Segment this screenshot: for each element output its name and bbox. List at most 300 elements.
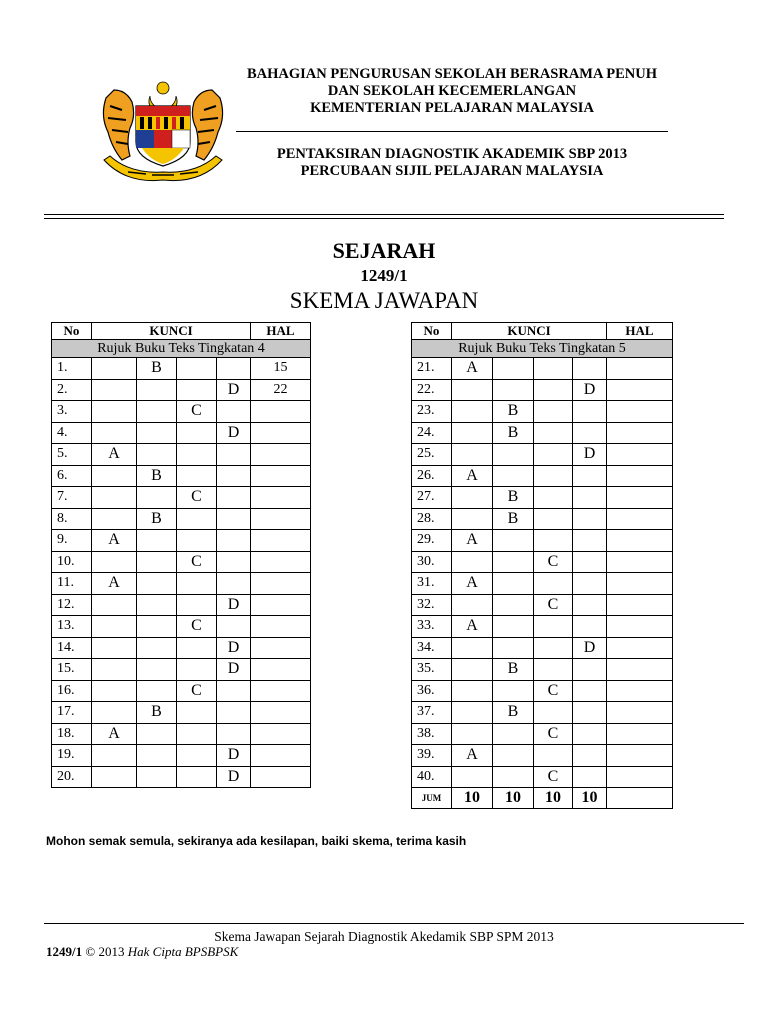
answer-cell-b: B bbox=[493, 487, 534, 509]
answer-cell-a bbox=[92, 637, 137, 659]
answer-row bbox=[52, 487, 311, 509]
page-ref-cell bbox=[251, 487, 311, 509]
answer-cell-b bbox=[137, 530, 177, 552]
answer-cell-b bbox=[493, 766, 534, 788]
page-ref-cell bbox=[251, 680, 311, 702]
answer-cell-b bbox=[137, 551, 177, 573]
answer-cell-c bbox=[534, 530, 573, 552]
page-ref-cell bbox=[607, 508, 673, 530]
total-hal bbox=[607, 788, 673, 809]
answer-cell-d bbox=[217, 358, 251, 380]
page-ref-cell bbox=[251, 573, 311, 595]
page-ref-cell bbox=[251, 551, 311, 573]
page-ref-cell bbox=[251, 465, 311, 487]
answer-cell-d bbox=[573, 680, 607, 702]
answer-cell-b bbox=[137, 766, 177, 788]
answer-cell-a bbox=[92, 702, 137, 724]
answer-row bbox=[412, 766, 673, 788]
total-c: 10 bbox=[534, 788, 573, 809]
answer-cell-a: A bbox=[452, 616, 493, 638]
answer-row bbox=[52, 465, 311, 487]
answer-row bbox=[412, 702, 673, 724]
question-number: 36. bbox=[412, 680, 452, 702]
page-ref-cell bbox=[607, 358, 673, 380]
question-number: 19. bbox=[52, 745, 92, 767]
answer-cell-a bbox=[452, 637, 493, 659]
answer-cell-a bbox=[92, 616, 137, 638]
review-note: Mohon semak semula, sekiranya ada kesilapan, baiki skema, terima kasih bbox=[46, 834, 467, 848]
header-kunci: KUNCI bbox=[452, 323, 607, 340]
header-hal: HAL bbox=[607, 323, 673, 340]
answer-row bbox=[412, 680, 673, 702]
total-b: 10 bbox=[493, 788, 534, 809]
answer-cell-a bbox=[452, 444, 493, 466]
header-no: No bbox=[412, 323, 452, 340]
page-ref-cell bbox=[607, 616, 673, 638]
footer-rights: Hak Cipta BPSBPSK bbox=[127, 944, 239, 959]
answer-row bbox=[412, 379, 673, 401]
answer-cell-c bbox=[534, 358, 573, 380]
answer-cell-b bbox=[137, 487, 177, 509]
answer-cell-a bbox=[92, 379, 137, 401]
answer-cell-b bbox=[493, 358, 534, 380]
page-ref-cell bbox=[607, 766, 673, 788]
answer-table-form5 bbox=[411, 322, 673, 809]
page-ref-cell bbox=[607, 465, 673, 487]
answer-cell-a bbox=[452, 659, 493, 681]
header-divider bbox=[236, 131, 668, 132]
document-title: SKEMA JAWAPAN bbox=[289, 288, 479, 313]
answer-cell-c bbox=[534, 573, 573, 595]
answer-cell-d bbox=[573, 659, 607, 681]
answer-row bbox=[52, 401, 311, 423]
answer-cell-d bbox=[217, 444, 251, 466]
answer-cell-c bbox=[534, 702, 573, 724]
reference-row bbox=[52, 340, 311, 358]
page-ref-cell bbox=[251, 508, 311, 530]
answer-cell-c: C bbox=[534, 594, 573, 616]
page-ref-cell bbox=[251, 401, 311, 423]
question-number: 23. bbox=[412, 401, 452, 423]
page-ref-cell bbox=[251, 594, 311, 616]
answer-row bbox=[412, 616, 673, 638]
answer-row bbox=[52, 680, 311, 702]
question-number: 7. bbox=[52, 487, 92, 509]
answer-cell-a bbox=[452, 379, 493, 401]
answer-cell-d bbox=[217, 680, 251, 702]
answer-cell-c bbox=[177, 508, 217, 530]
question-number: 2. bbox=[52, 379, 92, 401]
question-number: 38. bbox=[412, 723, 452, 745]
footer-divider bbox=[44, 923, 744, 924]
answer-row bbox=[52, 358, 311, 380]
answer-cell-a bbox=[452, 508, 493, 530]
answer-cell-b bbox=[137, 659, 177, 681]
answer-cell-b: B bbox=[493, 508, 534, 530]
subject-name: SEJARAH bbox=[332, 238, 436, 263]
answer-cell-d: D bbox=[217, 422, 251, 444]
answer-cell-d: D bbox=[217, 594, 251, 616]
answer-row bbox=[412, 530, 673, 552]
answer-cell-c bbox=[177, 573, 217, 595]
answer-cell-d bbox=[573, 530, 607, 552]
page-ref-cell bbox=[251, 659, 311, 681]
answer-cell-c: C bbox=[177, 551, 217, 573]
answer-row bbox=[412, 745, 673, 767]
answer-cell-b: B bbox=[137, 702, 177, 724]
reference-row bbox=[412, 340, 673, 358]
answer-row bbox=[412, 358, 673, 380]
question-number: 29. bbox=[412, 530, 452, 552]
table-header-row bbox=[412, 323, 673, 340]
answer-cell-c bbox=[177, 422, 217, 444]
answer-cell-d: D bbox=[217, 659, 251, 681]
answer-cell-c bbox=[177, 444, 217, 466]
question-number: 40. bbox=[412, 766, 452, 788]
answer-cell-d bbox=[573, 487, 607, 509]
answer-cell-b bbox=[493, 530, 534, 552]
footer-code: 1249/1 bbox=[46, 944, 83, 959]
answer-cell-c bbox=[534, 401, 573, 423]
answer-cell-c bbox=[177, 766, 217, 788]
question-number: 11. bbox=[52, 573, 92, 595]
total-a: 10 bbox=[452, 788, 493, 809]
question-number: 1. bbox=[52, 358, 92, 380]
answer-cell-d: D bbox=[217, 379, 251, 401]
answer-row bbox=[52, 530, 311, 552]
question-number: 26. bbox=[412, 465, 452, 487]
answer-cell-a bbox=[452, 487, 493, 509]
question-number: 34. bbox=[412, 637, 452, 659]
answer-cell-b bbox=[493, 551, 534, 573]
answer-cell-a bbox=[452, 422, 493, 444]
answer-cell-c bbox=[534, 379, 573, 401]
page-ref-cell bbox=[607, 637, 673, 659]
answer-cell-b bbox=[137, 422, 177, 444]
answer-cell-d bbox=[573, 551, 607, 573]
organization-heading bbox=[232, 66, 672, 117]
answer-cell-b bbox=[493, 680, 534, 702]
page-ref-cell bbox=[607, 745, 673, 767]
answer-cell-d bbox=[217, 573, 251, 595]
answer-cell-b: B bbox=[137, 508, 177, 530]
answer-cell-d bbox=[573, 422, 607, 444]
answer-cell-c bbox=[177, 530, 217, 552]
answer-row bbox=[52, 551, 311, 573]
header-kunci: KUNCI bbox=[92, 323, 251, 340]
org-line-1: BAHAGIAN PENGURUSAN SEKOLAH BERASRAMA PENUH bbox=[246, 66, 658, 82]
total-d: 10 bbox=[573, 788, 607, 809]
question-number: 13. bbox=[52, 616, 92, 638]
answer-cell-a bbox=[452, 766, 493, 788]
answer-cell-b bbox=[493, 573, 534, 595]
answer-cell-a bbox=[92, 659, 137, 681]
page-ref-cell bbox=[607, 723, 673, 745]
question-number: 31. bbox=[412, 573, 452, 595]
answer-row bbox=[52, 573, 311, 595]
answer-row bbox=[52, 379, 311, 401]
page-ref-cell bbox=[607, 379, 673, 401]
page-ref-cell bbox=[607, 422, 673, 444]
answer-cell-d bbox=[573, 616, 607, 638]
answer-cell-b bbox=[493, 616, 534, 638]
question-number: 35. bbox=[412, 659, 452, 681]
answer-cell-b bbox=[493, 379, 534, 401]
page-ref-cell bbox=[251, 422, 311, 444]
answer-cell-c bbox=[534, 487, 573, 509]
page-ref-cell bbox=[607, 680, 673, 702]
answer-cell-d bbox=[217, 702, 251, 724]
answer-cell-d bbox=[573, 702, 607, 724]
answer-cell-c bbox=[534, 637, 573, 659]
answer-cell-b bbox=[137, 637, 177, 659]
page-ref-cell: 22 bbox=[251, 379, 311, 401]
answer-cell-a: A bbox=[452, 465, 493, 487]
answer-cell-c: C bbox=[534, 551, 573, 573]
answer-cell-c bbox=[177, 723, 217, 745]
answer-cell-d bbox=[217, 530, 251, 552]
answer-cell-d bbox=[573, 508, 607, 530]
answer-cell-a bbox=[92, 745, 137, 767]
answer-cell-c bbox=[534, 745, 573, 767]
question-number: 9. bbox=[52, 530, 92, 552]
answer-cell-b: B bbox=[137, 358, 177, 380]
footer-title: Skema Jawapan Sejarah Diagnostik Akedamik SBP SPM 2013 bbox=[214, 929, 554, 944]
total-label: JUM bbox=[412, 788, 452, 809]
answer-row bbox=[52, 422, 311, 444]
page-ref-cell bbox=[607, 487, 673, 509]
answer-cell-d: D bbox=[217, 766, 251, 788]
table-header-row bbox=[52, 323, 311, 340]
answer-cell-b bbox=[493, 594, 534, 616]
answer-cell-a bbox=[452, 680, 493, 702]
answer-row bbox=[52, 594, 311, 616]
answer-cell-c bbox=[177, 702, 217, 724]
question-number: 22. bbox=[412, 379, 452, 401]
question-number: 15. bbox=[52, 659, 92, 681]
page-ref-cell bbox=[251, 530, 311, 552]
answer-cell-c bbox=[177, 745, 217, 767]
footer-copyright bbox=[46, 944, 238, 960]
org-line-3: KEMENTERIAN PELAJARAN MALAYSIA bbox=[310, 100, 594, 116]
answer-cell-a bbox=[92, 594, 137, 616]
question-number: 30. bbox=[412, 551, 452, 573]
answer-row bbox=[412, 401, 673, 423]
answer-cell-a bbox=[92, 680, 137, 702]
answer-row bbox=[52, 508, 311, 530]
answer-row bbox=[52, 723, 311, 745]
footer-year: © 2013 bbox=[85, 944, 125, 959]
answer-cell-d: D bbox=[573, 379, 607, 401]
question-number: 18. bbox=[52, 723, 92, 745]
answer-cell-c: C bbox=[177, 401, 217, 423]
answer-cell-a bbox=[92, 401, 137, 423]
answer-cell-b: B bbox=[493, 401, 534, 423]
answer-cell-a: A bbox=[92, 723, 137, 745]
answer-cell-b bbox=[137, 573, 177, 595]
page-ref-cell bbox=[607, 594, 673, 616]
answer-cell-c bbox=[177, 379, 217, 401]
answer-row bbox=[52, 766, 311, 788]
answer-cell-c: C bbox=[177, 680, 217, 702]
answer-cell-b: B bbox=[493, 659, 534, 681]
answer-cell-a bbox=[452, 723, 493, 745]
answer-cell-d bbox=[217, 465, 251, 487]
answer-cell-a bbox=[452, 594, 493, 616]
question-number: 32. bbox=[412, 594, 452, 616]
answer-row bbox=[52, 659, 311, 681]
answer-cell-a bbox=[452, 551, 493, 573]
reference-text: Rujuk Buku Teks Tingkatan 4 bbox=[52, 340, 311, 358]
question-number: 21. bbox=[412, 358, 452, 380]
page-ref-cell bbox=[607, 573, 673, 595]
answer-cell-c bbox=[534, 616, 573, 638]
page-ref-cell bbox=[251, 766, 311, 788]
answer-cell-a: A bbox=[452, 573, 493, 595]
answer-table-form4 bbox=[51, 322, 311, 788]
answer-row bbox=[412, 723, 673, 745]
page-ref-cell bbox=[607, 530, 673, 552]
answer-cell-d bbox=[573, 465, 607, 487]
answer-cell-a: A bbox=[92, 573, 137, 595]
answer-row bbox=[412, 422, 673, 444]
answer-cell-d bbox=[573, 594, 607, 616]
page-ref-cell bbox=[607, 659, 673, 681]
answer-cell-d bbox=[573, 745, 607, 767]
double-rule-top bbox=[44, 214, 724, 215]
question-number: 25. bbox=[412, 444, 452, 466]
page-ref-cell bbox=[251, 702, 311, 724]
question-number: 6. bbox=[52, 465, 92, 487]
question-number: 8. bbox=[52, 508, 92, 530]
answer-cell-a: A bbox=[452, 530, 493, 552]
exam-heading bbox=[232, 146, 672, 180]
answer-cell-c bbox=[534, 444, 573, 466]
total-row bbox=[412, 788, 673, 809]
answer-cell-d: D bbox=[217, 745, 251, 767]
answer-cell-d bbox=[217, 616, 251, 638]
page-ref-cell bbox=[251, 637, 311, 659]
page-ref-cell bbox=[251, 745, 311, 767]
answer-cell-d bbox=[573, 573, 607, 595]
answer-row bbox=[52, 637, 311, 659]
question-number: 27. bbox=[412, 487, 452, 509]
answer-cell-d: D bbox=[573, 444, 607, 466]
answer-cell-b: B bbox=[137, 465, 177, 487]
answer-cell-b bbox=[137, 616, 177, 638]
page-ref-cell bbox=[251, 616, 311, 638]
answer-cell-a: A bbox=[92, 530, 137, 552]
question-number: 24. bbox=[412, 422, 452, 444]
answer-cell-c bbox=[534, 422, 573, 444]
answer-cell-d bbox=[217, 723, 251, 745]
answer-cell-b bbox=[493, 444, 534, 466]
question-number: 10. bbox=[52, 551, 92, 573]
answer-row bbox=[412, 594, 673, 616]
answer-cell-d: D bbox=[573, 637, 607, 659]
double-rule-bottom bbox=[44, 218, 724, 219]
org-line-2: DAN SEKOLAH KECEMERLANGAN bbox=[327, 83, 577, 99]
answer-cell-b bbox=[493, 465, 534, 487]
page-ref-cell bbox=[251, 444, 311, 466]
header-hal: HAL bbox=[251, 323, 311, 340]
question-number: 17. bbox=[52, 702, 92, 724]
page-ref-cell bbox=[251, 723, 311, 745]
answer-cell-d bbox=[573, 358, 607, 380]
answer-cell-a: A bbox=[452, 745, 493, 767]
answer-row bbox=[412, 444, 673, 466]
page-ref-cell: 15 bbox=[251, 358, 311, 380]
answer-cell-b bbox=[493, 723, 534, 745]
question-number: 4. bbox=[52, 422, 92, 444]
answer-cell-a bbox=[452, 401, 493, 423]
answer-row bbox=[52, 444, 311, 466]
page-ref-cell bbox=[607, 702, 673, 724]
answer-cell-b bbox=[137, 680, 177, 702]
answer-cell-c: C bbox=[177, 616, 217, 638]
answer-cell-a bbox=[452, 702, 493, 724]
answer-cell-a bbox=[92, 422, 137, 444]
answer-cell-c: C bbox=[177, 487, 217, 509]
answer-cell-d bbox=[573, 723, 607, 745]
answer-cell-b bbox=[137, 594, 177, 616]
answer-cell-b bbox=[137, 379, 177, 401]
question-number: 33. bbox=[412, 616, 452, 638]
answer-cell-c bbox=[534, 465, 573, 487]
answer-cell-c: C bbox=[534, 766, 573, 788]
answer-cell-a bbox=[92, 487, 137, 509]
answer-cell-c bbox=[177, 637, 217, 659]
answer-row bbox=[412, 465, 673, 487]
answer-cell-d bbox=[217, 401, 251, 423]
answer-row bbox=[412, 487, 673, 509]
answer-cell-b bbox=[137, 444, 177, 466]
exam-line-1: PENTAKSIRAN DIAGNOSTIK AKADEMIK SBP 2013 bbox=[276, 146, 628, 162]
answer-cell-a bbox=[92, 551, 137, 573]
question-number: 28. bbox=[412, 508, 452, 530]
answer-cell-c bbox=[534, 659, 573, 681]
question-number: 39. bbox=[412, 745, 452, 767]
answer-cell-b bbox=[137, 745, 177, 767]
answer-cell-b bbox=[493, 637, 534, 659]
exam-line-2: PERCUBAAN SIJIL PELAJARAN MALAYSIA bbox=[300, 163, 604, 179]
answer-row bbox=[52, 745, 311, 767]
answer-row bbox=[412, 659, 673, 681]
subject-code: 1249/1 bbox=[360, 266, 408, 285]
answer-cell-a bbox=[92, 508, 137, 530]
answer-row bbox=[412, 573, 673, 595]
answer-row bbox=[412, 637, 673, 659]
answer-cell-b bbox=[137, 401, 177, 423]
question-number: 16. bbox=[52, 680, 92, 702]
question-number: 5. bbox=[52, 444, 92, 466]
answer-cell-b bbox=[137, 723, 177, 745]
answer-cell-d bbox=[573, 401, 607, 423]
answer-row bbox=[52, 616, 311, 638]
coat-of-arms-logo bbox=[96, 76, 230, 184]
question-number: 14. bbox=[52, 637, 92, 659]
answer-row bbox=[412, 508, 673, 530]
answer-cell-c: C bbox=[534, 723, 573, 745]
answer-cell-c bbox=[177, 594, 217, 616]
question-number: 3. bbox=[52, 401, 92, 423]
answer-cell-d bbox=[217, 487, 251, 509]
answer-cell-c bbox=[534, 508, 573, 530]
question-number: 20. bbox=[52, 766, 92, 788]
answer-cell-c: C bbox=[534, 680, 573, 702]
answer-cell-b bbox=[493, 745, 534, 767]
answer-row bbox=[52, 702, 311, 724]
